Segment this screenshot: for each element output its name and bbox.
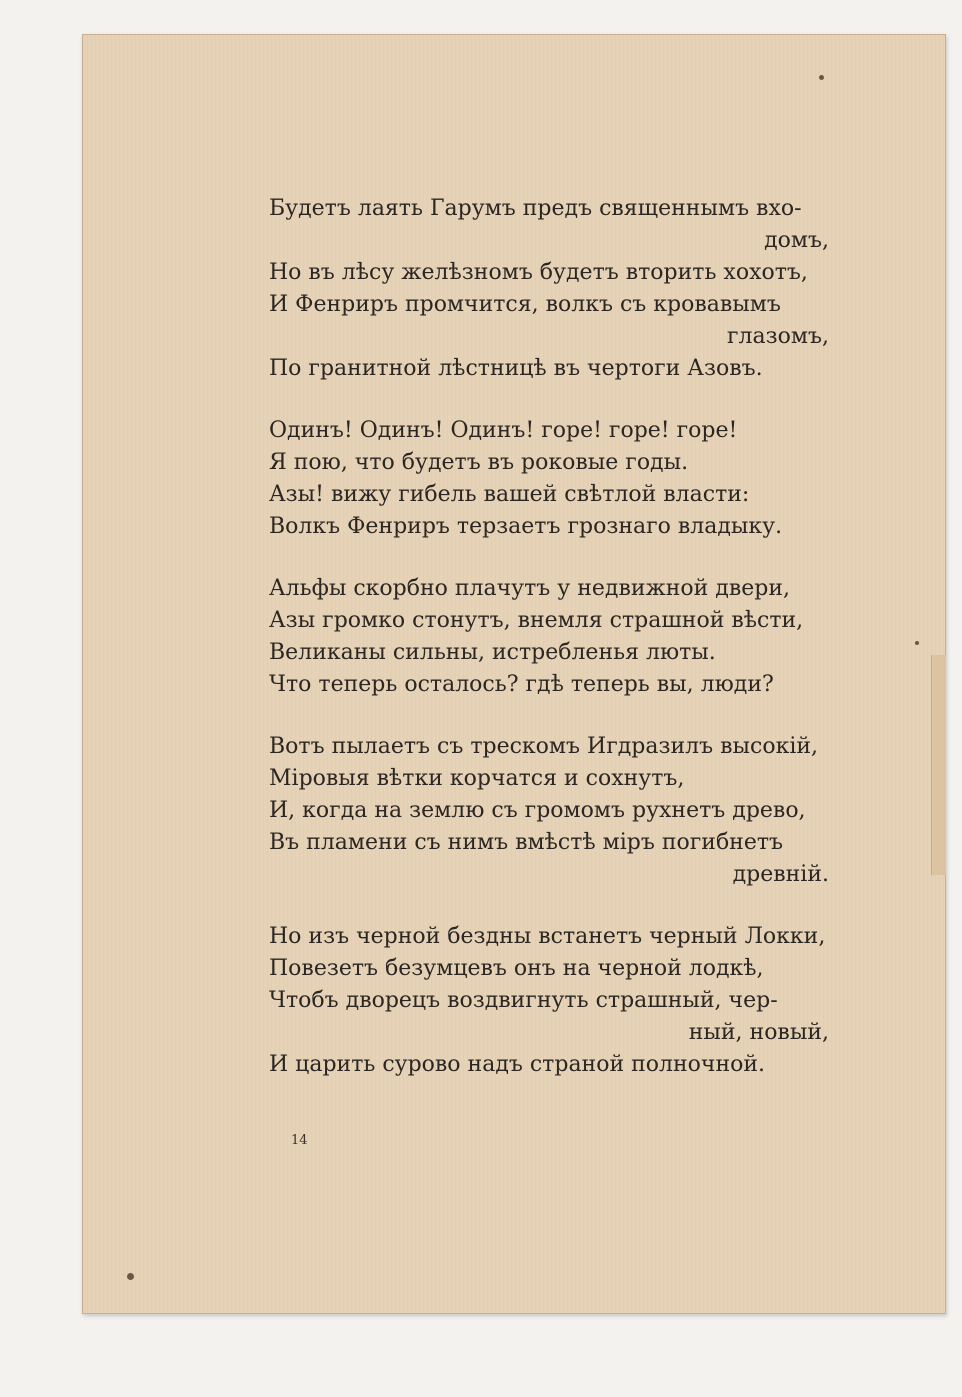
- verse-line: Я пою, что будетъ въ роковые годы.: [269, 450, 689, 475]
- book-page: [82, 34, 946, 1314]
- stanza: [269, 193, 829, 385]
- verse-line: глазомъ,: [727, 324, 829, 349]
- stanza: [269, 573, 829, 701]
- verse-line: Азы громко стонутъ, внемля страшной вѣсти,: [269, 608, 804, 633]
- verse-line: Великаны сильны, истребленья люты.: [269, 640, 716, 665]
- verse-line: И, когда на землю съ громомъ рухнетъ древо,: [269, 798, 806, 823]
- verse-line: По гранитной лѣстницѣ въ чертоги Азовъ.: [269, 356, 763, 381]
- verse-line: И Фенриръ промчится, волкъ съ кровавымъ: [269, 292, 781, 317]
- verse-line: домъ,: [764, 228, 829, 253]
- verse-line: Вотъ пылаетъ съ трескомъ Игдразилъ высокій,: [269, 734, 819, 759]
- verse-line: Азы! вижу гибель вашей свѣтлой власти:: [269, 482, 750, 507]
- verse-line: Альфы скорбно плачутъ у недвижной двери,: [269, 576, 790, 601]
- paper-speck: [127, 1273, 134, 1280]
- verse-line: Чтобъ дворецъ воздвигнуть страшный, чер-: [269, 988, 778, 1013]
- verse-line: ный, новый,: [688, 1020, 829, 1045]
- verse-line: Міровыя вѣтки корчатся и сохнутъ,: [269, 766, 685, 791]
- paper-speck: [915, 641, 919, 645]
- verse-line: Но въ лѣсу желѣзномъ будетъ вторить хохотъ,: [269, 260, 808, 285]
- stanza: [269, 415, 829, 543]
- verse-line: Повезетъ безумцевъ онъ на черной лодкѣ,: [269, 956, 764, 981]
- torn-page-edge: [931, 655, 946, 875]
- verse-line: Волкъ Фенриръ терзаетъ грознаго владыку.: [269, 514, 783, 539]
- verse-line: Что теперь осталось? гдѣ теперь вы, люди?: [269, 672, 774, 697]
- verse-line: Въ пламени съ нимъ вмѣстѣ міръ погибнетъ: [269, 830, 784, 855]
- verse-line: древній.: [732, 862, 829, 887]
- page-number: 14: [291, 1133, 308, 1148]
- stanza: [269, 731, 829, 891]
- paper-speck: [819, 75, 824, 80]
- verse-line: Одинъ! Одинъ! Одинъ! горе! горе! горе!: [269, 418, 738, 443]
- verse-line: Будетъ лаять Гарумъ предъ священнымъ вхо-: [269, 196, 802, 221]
- stanza: [269, 921, 829, 1081]
- verse-line: Но изъ черной бездны встанетъ черный Локки,: [269, 924, 826, 949]
- verse-line: И царить сурово надъ страной полночной.: [269, 1052, 766, 1077]
- poem-text: [269, 193, 829, 1111]
